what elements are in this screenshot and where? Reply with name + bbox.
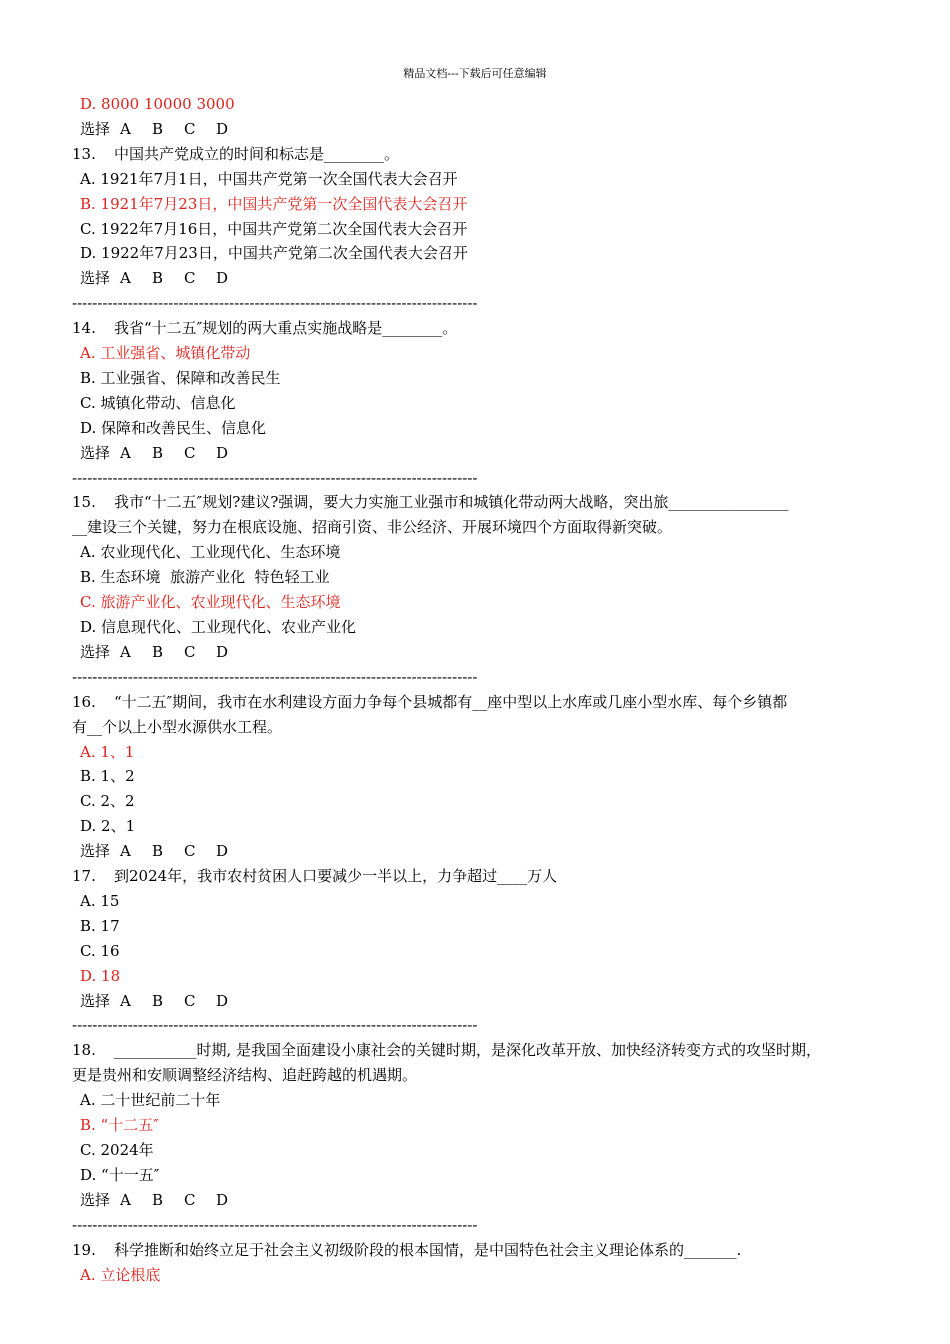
choice-label: 选择 — [80, 443, 111, 462]
question-16 — [72, 690, 894, 715]
choice-label: 选择 — [80, 119, 111, 138]
question-text: 中国共产党成立的时间和标志是________。 — [114, 144, 400, 163]
question-number: 17. — [72, 867, 96, 886]
question-13 — [72, 142, 894, 167]
answer-option: A. 农业现代化、工业现代化、生态环境 — [80, 543, 341, 562]
answer-option: A. 1921年7月1日，中国共产党第一次全国代表大会召开 — [80, 169, 458, 188]
choice-d[interactable]: D — [216, 842, 229, 861]
question-15 — [72, 490, 894, 515]
choice-row — [72, 117, 894, 142]
answer-option: B. 工业强省、保障和改善民生 — [80, 368, 281, 387]
answer-option-correct: A. 1、1 — [80, 742, 135, 761]
choice-label: 选择 — [80, 842, 111, 861]
answer-option: B. 生态环境 旅游产业化 特色轻工业 — [80, 568, 330, 587]
choice-label: 选择 — [80, 991, 111, 1010]
choice-a[interactable]: A — [120, 1190, 131, 1209]
question-number: 18. — [72, 1041, 96, 1060]
choice-row — [72, 266, 894, 291]
choice-row — [72, 441, 894, 466]
choice-c[interactable]: C — [184, 119, 196, 138]
document-body — [72, 92, 894, 1287]
answer-option: B. 17 — [80, 916, 120, 935]
choice-c[interactable]: C — [184, 642, 196, 661]
choice-b[interactable]: B — [152, 443, 164, 462]
answer-option-correct: A. 立论根底 — [80, 1265, 161, 1284]
question-number: 14. — [72, 319, 96, 338]
answer-option-correct: B. “十二五″ — [80, 1116, 159, 1135]
question-text-continued: 更是贵州和安顺调整经济结构、追赶跨越的机遇期。 — [72, 1066, 418, 1085]
question-text: 我省“十二五″规划的两大重点实施战略是________。 — [114, 319, 458, 338]
answer-option: B. 1、2 — [80, 767, 135, 786]
choice-d[interactable]: D — [216, 269, 229, 288]
question-text: 到2024年，我市农村贫困人口要减少一半以上，力争超过____万人 — [114, 867, 558, 886]
answer-option: C. 1922年7月16日，中国共产党第二次全国代表大会召开 — [80, 219, 468, 238]
choice-c[interactable]: C — [184, 269, 196, 288]
question-number: 19. — [72, 1240, 96, 1259]
question-text: ___________时期, 是我国全面建设小康社会的关键时期，是深化改革开放、加快经济转变方式的攻坚时期， — [114, 1041, 822, 1060]
page-header: 精品文档---下载后可任意编辑 — [403, 67, 547, 80]
choice-b[interactable]: B — [152, 1190, 164, 1209]
choice-c[interactable]: C — [184, 1190, 196, 1209]
question-number: 16. — [72, 692, 96, 711]
choice-c[interactable]: C — [184, 991, 196, 1010]
question-19 — [72, 1238, 894, 1263]
choice-d[interactable]: D — [216, 991, 229, 1010]
question-text: “十二五″期间，我市在水利建设方面力争每个县城都有__座中型以上水库或几座小型水库、每个乡镇都 — [114, 692, 788, 711]
choice-row — [72, 640, 894, 665]
choice-a[interactable]: A — [120, 443, 131, 462]
choice-a[interactable]: A — [120, 642, 131, 661]
answer-option: D. 1922年7月23日，中国共产党第二次全国代表大会召开 — [80, 244, 468, 263]
divider: -------------------------------------------------------------------------------- — [72, 1215, 478, 1234]
answer-option: D. “十一五″ — [80, 1165, 160, 1184]
question-text-continued: __建设三个关键，努力在根底设施、招商引资、非公经济、开展环境四个方面取得新突破。 — [72, 518, 673, 537]
choice-d[interactable]: D — [216, 119, 229, 138]
choice-label: 选择 — [80, 269, 111, 288]
divider: -------------------------------------------------------------------------------- — [72, 1016, 478, 1035]
answer-option: C. 16 — [80, 941, 120, 960]
question-text: 科学推断和始终立足于社会主义初级阶段的根本国情，是中国特色社会主义理论体系的_______. — [114, 1240, 742, 1259]
choice-row — [72, 1188, 894, 1213]
answer-option-correct: C. 旅游产业化、农业现代化、生态环境 — [80, 593, 341, 612]
choice-a[interactable]: A — [120, 269, 131, 288]
divider: -------------------------------------------------------------------------------- — [72, 468, 478, 487]
question-text-continued: 有__个以上小型水源供水工程。 — [72, 717, 283, 736]
answer-option-correct: D. 18 — [80, 966, 121, 985]
choice-b[interactable]: B — [152, 991, 164, 1010]
answer-option-correct: B. 1921年7月23日，中国共产党第一次全国代表大会召开 — [80, 194, 468, 213]
choice-c[interactable]: C — [184, 842, 196, 861]
choice-b[interactable]: B — [152, 642, 164, 661]
question-14 — [72, 316, 894, 341]
choice-b[interactable]: B — [152, 842, 164, 861]
answer-option: C. 2、2 — [80, 792, 135, 811]
choice-d[interactable]: D — [216, 642, 229, 661]
choice-b[interactable]: B — [152, 269, 164, 288]
answer-option: C. 2024年 — [80, 1141, 154, 1159]
choice-b[interactable]: B — [152, 119, 164, 138]
answer-option: A. 15 — [80, 891, 120, 910]
choice-label: 选择 — [80, 1190, 111, 1209]
choice-row — [72, 839, 894, 864]
answer-option-correct: A. 工业强省、城镇化带动 — [80, 344, 251, 363]
choice-d[interactable]: D — [216, 443, 229, 462]
divider: -------------------------------------------------------------------------------- — [72, 294, 478, 313]
answer-option: D. 8000 10000 3000 — [80, 95, 235, 113]
answer-option: D. 2、1 — [80, 817, 136, 836]
choice-row — [72, 989, 894, 1014]
choice-a[interactable]: A — [120, 842, 131, 861]
choice-a[interactable]: A — [120, 991, 131, 1010]
choice-a[interactable]: A — [120, 119, 131, 138]
choice-c[interactable]: C — [184, 443, 196, 462]
choice-label: 选择 — [80, 642, 111, 661]
answer-option: A. 二十世纪前二十年 — [80, 1091, 221, 1110]
divider: -------------------------------------------------------------------------------- — [72, 667, 478, 686]
choice-d[interactable]: D — [216, 1190, 229, 1209]
question-17 — [72, 864, 894, 889]
answer-option: C. 城镇化带动、信息化 — [80, 393, 236, 412]
answer-option: D. 保障和改善民生、信息化 — [80, 418, 267, 437]
question-number: 13. — [72, 144, 96, 163]
question-18 — [72, 1038, 894, 1063]
question-text: 我市“十二五″规划?建议?强调，要大力实施工业强市和城镇化带动两大战略，突出旅________________ — [114, 493, 789, 512]
question-number: 15. — [72, 493, 96, 512]
answer-option: D. 信息现代化、工业现代化、农业产业化 — [80, 618, 357, 636]
